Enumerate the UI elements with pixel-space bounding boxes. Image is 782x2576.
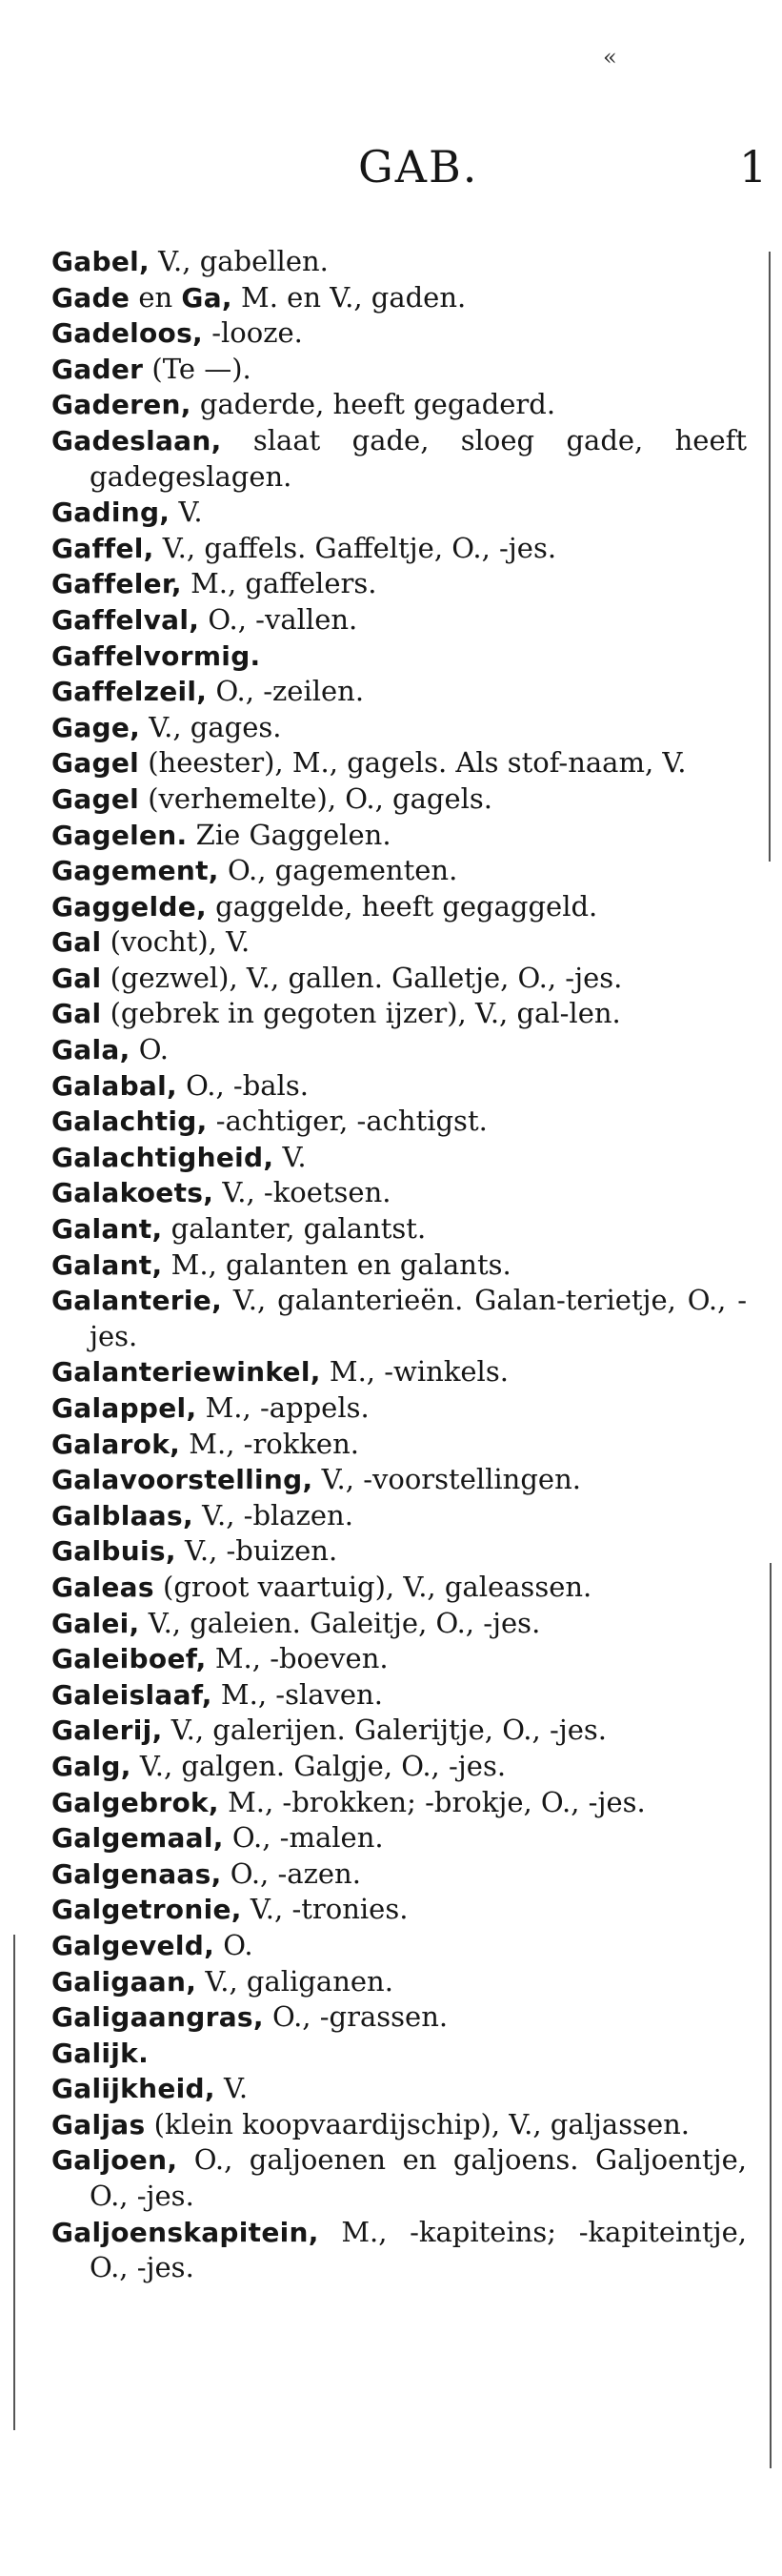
- entry-definition: M., gaffelers.: [181, 567, 377, 600]
- dictionary-entry: [51, 1785, 747, 1821]
- entry-headword: Galgemaal,: [51, 1822, 224, 1855]
- entry-definition: galanter, galantst.: [162, 1212, 427, 1246]
- entry-headword: Galappel,: [51, 1392, 197, 1424]
- entry-headword: Gaffelvormig.: [51, 639, 261, 672]
- entry-headword: Galant,: [51, 1213, 163, 1246]
- entry-definition: M., -slaven.: [211, 1677, 383, 1711]
- entry-headword: Galabal,: [51, 1069, 177, 1102]
- entry-headword: Gadeloos,: [51, 317, 203, 350]
- entry-headword: Gaffeler,: [51, 568, 182, 600]
- dictionary-entry: [51, 1283, 747, 1354]
- entry-headword: Gaffel,: [51, 532, 154, 564]
- entry-headword: Galeislaaf,: [51, 1678, 212, 1711]
- entry-definition: gaggelde, heeft gegaggeld.: [206, 889, 598, 923]
- dictionary-entry: [51, 1140, 747, 1176]
- dictionary-entry: [51, 818, 747, 854]
- page-number: 1: [739, 141, 768, 193]
- dictionary-entry: [51, 639, 747, 675]
- entry-headword: Gal: [51, 998, 102, 1030]
- dictionary-entry: [51, 495, 747, 531]
- entry-headword: Galakoets,: [51, 1177, 214, 1209]
- dictionary-entry: [51, 1928, 747, 1964]
- corner-mark: «: [603, 44, 617, 71]
- entry-headword: Galg,: [51, 1750, 131, 1782]
- entry-headword: Galant,: [51, 1248, 163, 1281]
- entry-definition: M., -brokken; -brokje, O., -jes.: [218, 1785, 646, 1818]
- dictionary-entry: [51, 924, 747, 961]
- dictionary-entry: [51, 1749, 747, 1785]
- margin-rule-left: [13, 1935, 15, 2430]
- dictionary-entry: [51, 2215, 747, 2286]
- entry-headword: Galijkheid,: [51, 2073, 215, 2105]
- entry-definition: (groot vaartuig), V., galeassen.: [153, 1570, 592, 1603]
- entry-definition: M., -winkels.: [320, 1355, 509, 1389]
- entry-definition: slaat gade, sloeg gade, heeft gadegeslagen.: [90, 423, 747, 493]
- dictionary-entry: [51, 1570, 747, 1606]
- entry-definition: (gezwel), V., gallen. Galletje, O., -jes.: [101, 961, 623, 994]
- entry-definition: (Te —).: [143, 352, 251, 385]
- entry-definition: O., -zeilen.: [207, 675, 365, 708]
- dictionary-entry: [51, 2036, 747, 2072]
- dictionary-entry: [51, 996, 747, 1032]
- dictionary-entry: [51, 1032, 747, 1068]
- margin-rule-right-bottom: [770, 1563, 772, 2468]
- dictionary-entry: [51, 1354, 747, 1390]
- entry-definition: V., -voorstellingen.: [312, 1463, 581, 1496]
- dictionary-entry: [51, 1175, 747, 1211]
- dictionary-entry: [51, 1606, 747, 1642]
- entry-definition: M., -boeven.: [206, 1642, 389, 1675]
- entry-headword: Gal: [51, 962, 102, 994]
- entry-headword: Gaderen,: [51, 389, 191, 421]
- dictionary-entry: [51, 961, 747, 997]
- dictionary-entry: [51, 1247, 747, 1284]
- entry-definition: (klein koopvaardijschip), V., galjassen.: [145, 2107, 691, 2140]
- dictionary-entry: [51, 1641, 747, 1677]
- dictionary-entry: [51, 853, 747, 889]
- entry-headword: Galigaan,: [51, 1965, 197, 1998]
- entry-definition: (vocht), V.: [101, 925, 251, 959]
- entry-definition: O., -bals.: [176, 1068, 309, 1102]
- dictionary-entry: [51, 1892, 747, 1928]
- entry-headword: Galjoen,: [51, 2144, 178, 2177]
- entry-headword: Galei,: [51, 1607, 140, 1639]
- entry-definition: V., galiganen.: [196, 1964, 393, 1998]
- dictionary-entry: [51, 2107, 747, 2143]
- entry-definition: O.: [214, 1928, 253, 1961]
- entry-definition: O., -azen.: [221, 1856, 361, 1890]
- dictionary-entry: [51, 889, 747, 925]
- entry-headword: Galeas: [51, 1571, 154, 1603]
- entry-definition: O.: [130, 1033, 170, 1066]
- entry-definition: V., gages.: [140, 710, 282, 743]
- entry-definition: M. en V., gaden.: [231, 280, 467, 314]
- entry-definition: M., -rokken.: [180, 1427, 359, 1460]
- entry-headword: Galeiboef,: [51, 1643, 207, 1675]
- entry-definition: V., galerijen. Galerijtje, O., -jes.: [162, 1714, 608, 1747]
- entry-definition: V., gaffels. Gaffeltje, O., -jes.: [153, 531, 557, 564]
- entry-headword: Galavoorstelling,: [51, 1464, 313, 1496]
- entry-headword: Gala,: [51, 1034, 130, 1066]
- entry-definition: (gebrek in gegoten ijzer), V., gal-len.: [101, 997, 621, 1030]
- entry-definition: -achtiger, -achtigst.: [207, 1105, 488, 1138]
- dictionary-entry: [51, 781, 747, 818]
- dictionary-entry: [51, 1677, 747, 1714]
- entry-definition: V., -tronies.: [241, 1893, 409, 1926]
- entry-headword: Galgeveld,: [51, 1929, 215, 1961]
- entry-definition: V., -blazen.: [192, 1498, 353, 1531]
- entry-headword: Galanteriewinkel,: [51, 1356, 321, 1389]
- entry-headword: Galachtigheid,: [51, 1141, 274, 1173]
- dictionary-entry: [51, 1533, 747, 1570]
- dictionary-entry: [51, 1856, 747, 1893]
- dictionary-entry: [51, 1427, 747, 1463]
- dictionary-entry: [51, 1104, 747, 1140]
- entry-definition: en: [130, 280, 182, 314]
- entry-headword: Ga,: [181, 281, 232, 314]
- entry-headword: Gader: [51, 353, 144, 385]
- entry-definition: gaderde, heeft gegaderd.: [190, 388, 556, 421]
- dictionary-entry: [51, 674, 747, 710]
- entry-definition: V.: [170, 496, 203, 529]
- dictionary-entry: [51, 710, 747, 746]
- dictionary-entry: [51, 2071, 747, 2107]
- entry-headword: Galjoenskapitein,: [51, 2216, 319, 2248]
- entry-definition: (verhemelte), O., gagels.: [139, 781, 492, 815]
- entry-headword: Gagel: [51, 782, 140, 815]
- dictionary-entry: [51, 1820, 747, 1856]
- dictionary-entry: [51, 602, 747, 639]
- dictionary-entry: [51, 280, 747, 316]
- entry-definition: V.: [214, 2072, 249, 2105]
- entry-definition: M., -kapiteins; -kapiteintje, O., -jes.: [90, 2215, 747, 2284]
- entry-definition: O., -vallen.: [199, 602, 358, 636]
- entry-headword: Gage,: [51, 711, 141, 743]
- entry-headword: Gaffelzeil,: [51, 676, 208, 708]
- entry-definition: V., galanterieën. Galan-terietje, O., -jes.: [90, 1284, 747, 1352]
- dictionary-entry: [51, 423, 747, 495]
- dictionary-entry: [51, 1498, 747, 1534]
- dictionary-entries: [51, 244, 747, 2286]
- entry-headword: Galijk.: [51, 2037, 150, 2069]
- dictionary-entry: [51, 531, 747, 567]
- entry-headword: Galarok,: [51, 1428, 181, 1460]
- dictionary-entry: [51, 1068, 747, 1105]
- entry-definition: O., gagementen.: [218, 854, 458, 887]
- entry-headword: Galjas: [51, 2108, 146, 2140]
- entry-headword: Gabel,: [51, 246, 150, 277]
- entry-headword: Gaffelval,: [51, 603, 200, 636]
- dictionary-entry: [51, 1390, 747, 1427]
- dictionary-entry: [51, 1713, 747, 1749]
- entry-definition: M., -appels.: [196, 1391, 370, 1424]
- dictionary-entry: [51, 352, 747, 388]
- page-title: GAB.: [358, 141, 479, 193]
- entry-headword: Gading,: [51, 497, 170, 529]
- entry-headword: Gadeslaan,: [51, 424, 222, 456]
- entry-headword: Galgetronie,: [51, 1894, 242, 1926]
- entry-definition: V., gabellen.: [149, 245, 329, 277]
- entry-definition: V.: [273, 1140, 307, 1173]
- entry-definition: O., -grassen.: [263, 2000, 449, 2034]
- dictionary-entry: [51, 244, 747, 280]
- entry-definition: V., -koetsen.: [213, 1176, 391, 1209]
- entry-headword: Gagelen.: [51, 819, 188, 851]
- entry-definition: M., galanten en galants.: [162, 1247, 511, 1281]
- dictionary-entry: [51, 387, 747, 423]
- dictionary-entry: [51, 566, 747, 602]
- entry-definition: -looze.: [202, 316, 303, 350]
- entry-headword: Gal: [51, 926, 102, 959]
- margin-rule-right-top: [769, 252, 771, 862]
- dictionary-entry: [51, 315, 747, 352]
- entry-definition: (heester), M., gagels. Als stof-naam, V.: [139, 746, 687, 780]
- entry-definition: O., galjoenen en galjoens. Galjoentje, O., -jes.: [90, 2143, 747, 2213]
- entry-definition: V., galgen. Galgje, O., -jes.: [130, 1749, 507, 1782]
- entry-headword: Galachtig,: [51, 1105, 208, 1138]
- dictionary-entry: [51, 2142, 747, 2214]
- entry-definition: O., -malen.: [223, 1821, 384, 1855]
- entry-headword: Galblaas,: [51, 1499, 193, 1531]
- entry-definition: V., galeien. Galeitje, O., -jes.: [139, 1606, 541, 1639]
- page-header: [0, 141, 782, 198]
- entry-headword: Gaggelde,: [51, 890, 207, 923]
- dictionary-entry: [51, 1999, 747, 2036]
- entry-definition: V., -buizen.: [175, 1534, 338, 1568]
- entry-headword: Galanterie,: [51, 1285, 223, 1317]
- entry-headword: Galgenaas,: [51, 1857, 222, 1890]
- entry-headword: Galerij,: [51, 1714, 163, 1747]
- dictionary-entry: [51, 1964, 747, 2000]
- entry-headword: Galgebrok,: [51, 1786, 219, 1818]
- dictionary-entry: [51, 1211, 747, 1247]
- entry-headword: Galigaangras,: [51, 2001, 264, 2034]
- entry-headword: Galbuis,: [51, 1535, 176, 1568]
- dictionary-entry: [51, 1462, 747, 1498]
- dictionary-entry: [51, 745, 747, 781]
- entry-definition: Zie Gaggelen.: [187, 818, 391, 851]
- entry-headword: Gade: [51, 281, 130, 314]
- entry-headword: Gagel: [51, 747, 140, 780]
- entry-headword: Gagement,: [51, 855, 219, 887]
